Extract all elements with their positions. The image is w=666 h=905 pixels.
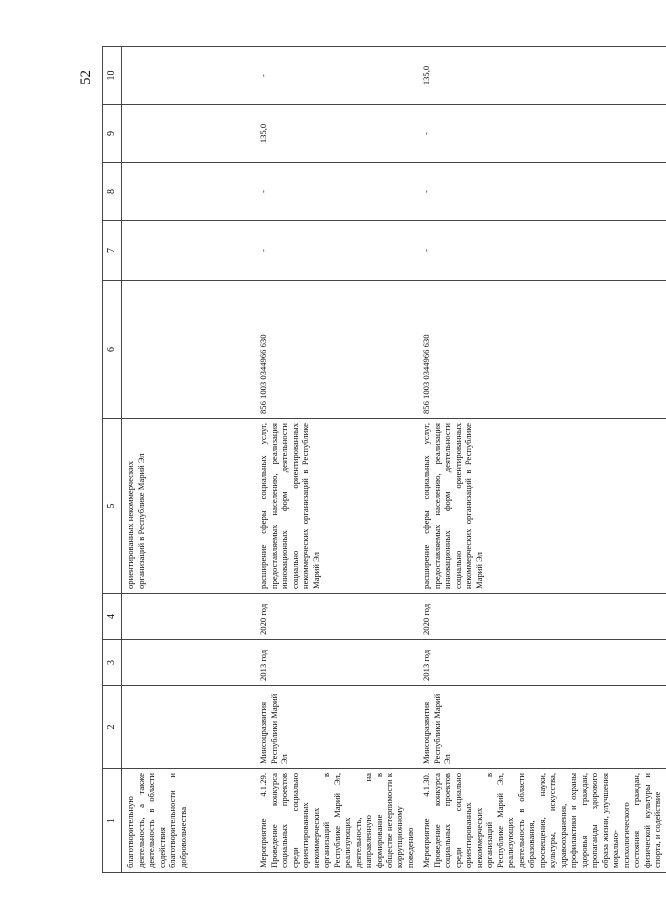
column-header: 9: [103, 105, 122, 163]
column-header: 1: [103, 769, 122, 873]
column-header: 4: [103, 594, 122, 640]
budget-code-cell: 856 1003 0344966 630: [255, 281, 418, 419]
value-cell: [122, 221, 256, 281]
start-year-cell: [122, 640, 256, 686]
expected-result-cell: расширение сферы социальных услуг, предоставляемых населению, реализация инновационных форм деятельности социально ориентированных некоммерческих организаций в Республике Марий Эл: [418, 419, 665, 594]
end-year-cell: [122, 594, 256, 640]
column-header: 5: [103, 419, 122, 594]
executor-cell: [122, 686, 256, 769]
expected-result-cell: ориентированных некоммерческих организаций в Республике Марий Эл: [122, 419, 256, 594]
value-cell: [122, 105, 256, 163]
value-cell: [122, 47, 256, 105]
start-year-cell: 2013 год: [255, 640, 418, 686]
column-header: 8: [103, 163, 122, 221]
program-measures-table: [102, 46, 666, 873]
table-row: [255, 47, 418, 873]
measure-name-cell: Мероприятие 4.1.29. Проведение конкурса социальных проектов среди социально ориентированных некоммерческих организаций в Республике Марий Эл, реализующих деятельность, направленную на формирование в обществе нетерпимости к коррупционному поведению: [255, 769, 418, 873]
end-year-cell: 2020 год: [255, 594, 418, 640]
column-header: 6: [103, 281, 122, 419]
expected-result-cell: расширение сферы социальных услуг, предоставляемых населению, реализация инновационных форм деятельности социально ориентированных некоммерческих организаций в Республике Марий Эл: [255, 419, 418, 594]
budget-code-cell: [122, 281, 256, 419]
value-cell: -: [418, 163, 665, 221]
executor-cell: Минсоцразвития Республики Марий Эл: [418, 686, 665, 769]
column-header: 10: [103, 47, 122, 105]
value-cell: [122, 163, 256, 221]
value-cell: -: [418, 105, 665, 163]
value-cell: -: [255, 221, 418, 281]
measure-name-cell: Мероприятие 4.1.30. Проведение конкурса социальных проектов среди социально ориентированных некоммерческих организаций в Республике Марий Эл, реализующих деятельность в области образования, просвещения, науки, культуры, искусства, здравоохранения, профилактики и охраны здоровья граждан, пропаганды здорового образа жизни, улучшения морально-психологического состояния граждан, физической культуры и спорта, и содействие: [418, 769, 665, 873]
value-cell: -: [255, 163, 418, 221]
start-year-cell: 2013 год: [418, 640, 665, 686]
table-row: [122, 47, 256, 873]
value-cell: 135,0: [418, 47, 665, 105]
column-header: 3: [103, 640, 122, 686]
budget-code-cell: 856 1003 0344966 630: [418, 281, 665, 419]
column-number-row: [103, 47, 122, 873]
value-cell: 135,0: [255, 105, 418, 163]
column-header: 2: [103, 686, 122, 769]
page-number: 52: [78, 70, 94, 85]
measure-name-cell: благотворительную деятельность, а также деятельность в области содействия благотворительности и добровольчества: [122, 769, 256, 873]
end-year-cell: 2020 год: [418, 594, 665, 640]
executor-cell: Минсоцразвития Республики Марий Эл: [255, 686, 418, 769]
table-row: [418, 47, 665, 873]
column-header: 7: [103, 221, 122, 281]
value-cell: -: [418, 221, 665, 281]
value-cell: -: [255, 47, 418, 105]
